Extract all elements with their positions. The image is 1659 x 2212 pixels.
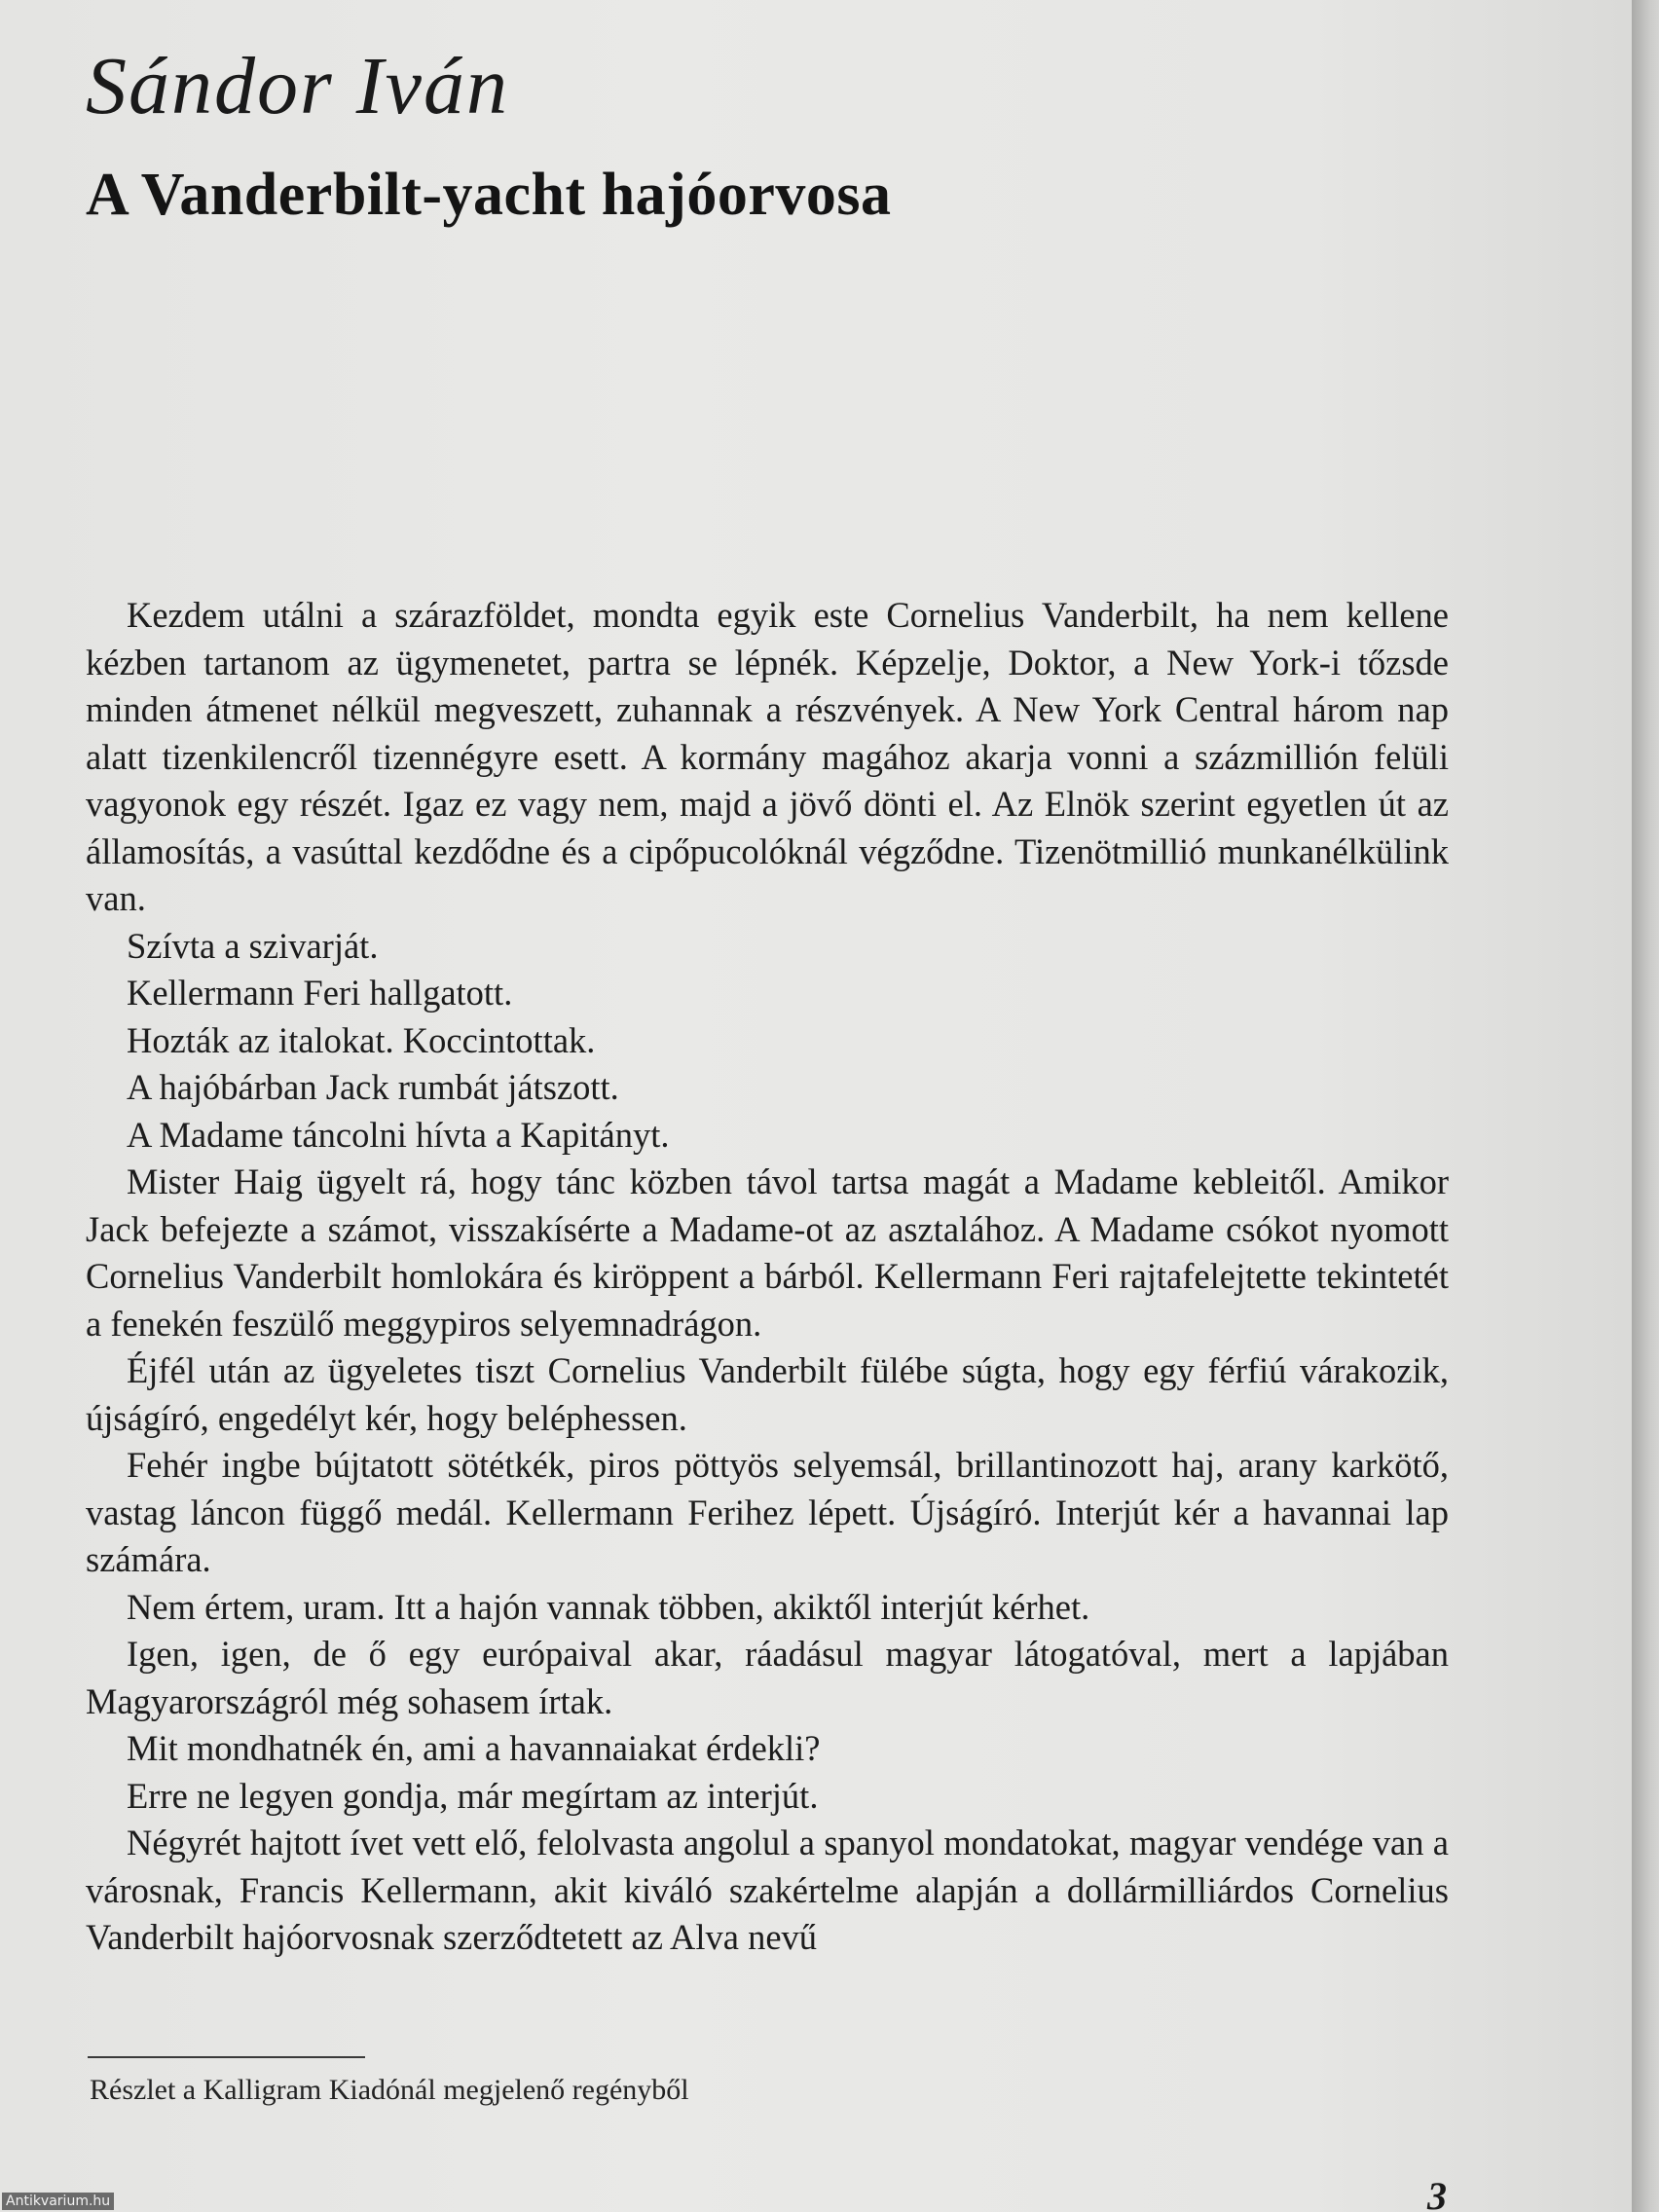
paragraph: Éjfél után az ügyeletes tiszt Cornelius Vanderbilt fülébe súgta, hogy egy férfiú várakozik, újságíró, engedélyt kér, hogy beléphessen. <box>86 1350 1449 1438</box>
paragraph: Mit mondhatnék én, ami a havannaiakat érdekli? <box>127 1728 821 1768</box>
paragraph: Igen, igen, de ő egy európaival akar, ráadásul magyar látogatóval, mert a lapjában Magyarországról még sohasem írtak. <box>86 1634 1449 1721</box>
paragraph: A Madame táncolni hívta a Kapitányt. <box>127 1114 670 1155</box>
story-title: A Vanderbilt-yacht hajóorvosa <box>86 162 892 228</box>
page-edge-shadow <box>1632 0 1659 2212</box>
author-name: Sándor Iván <box>86 41 509 131</box>
paragraph: Szívta a szivarját. <box>127 925 379 966</box>
paragraph: Mister Haig ügyelt rá, hogy tánc közben távol tartsa magát a Madame kebleitől. Amikor Jack befejezte a számot, visszakísérte a Madame-ot az asztalához. A Madame csókot nyomott Cornelius Vanderbilt homlokára és kiröppent a bárból. Kellermann Feri rajtafelejtette tekintetét a fenekén feszülő meggypiros selyemnadrágon. <box>86 1161 1449 1344</box>
watermark-logo: Antikvarium.hu <box>2 2193 114 2210</box>
paragraph: Kellermann Feri hallgatott. <box>127 973 513 1013</box>
paragraph: A hajóbárban Jack rumbát játszott. <box>127 1067 619 1107</box>
paragraph: Nem értem, uram. Itt a hajón vannak többen, akiktől interjút kérhet. <box>127 1586 1090 1627</box>
paragraph: Hozták az italokat. Koccintottak. <box>127 1019 596 1060</box>
paragraph: Négyrét hajtott ívet vett elő, felolvasta angolul a spanyol mondatokat, magyar vendége van a városnak, Francis Kellermann, akit kiváló szakértelme alapján a dollármilliárdos Cornelius Vanderbilt hajóorvosnak szerződtetett az Alva nevű <box>86 1823 1449 1957</box>
paragraph: Kezdem utálni a szárazföldet, mondta egyik este Cornelius Vanderbilt, ha nem kellene kézben tartanom az ügymenetet, partra se lépnék. Képzelje, Doktor, a New York-i tőzsde minden átmenet nélkül megveszett, zuhannak a részvények. A New York Central három nap alatt tizenkilencről tizennégyre esett. A kormány magához akarja vonni a százmillión felüli vagyonok egy részét. Igaz ez vagy nem, majd a jövő dönti el. Az Elnök szerint egyetlen út az államosítás, a vasúttal kezdődne és a cipőpucolóknál végződne. Tizenötmillió munkanélkülink van. <box>86 595 1449 918</box>
footnote: Részlet a Kalligram Kiadónál megjelenő regényből <box>90 2074 689 2106</box>
footnote-divider <box>88 2056 365 2058</box>
page-number: 3 <box>1427 2174 1447 2212</box>
paragraph: Fehér ingbe bújtatott sötétkék, piros pöttyös selyemsál, brillantinozott haj, arany karkötő, vastag láncon függő medál. Kellermann Ferihez lépett. Újságíró. Interjút kér a havannai lap számára. <box>86 1445 1449 1579</box>
story-body <box>86 592 1449 1962</box>
paragraph: Erre ne legyen gondja, már megírtam az interjút. <box>127 1775 819 1816</box>
